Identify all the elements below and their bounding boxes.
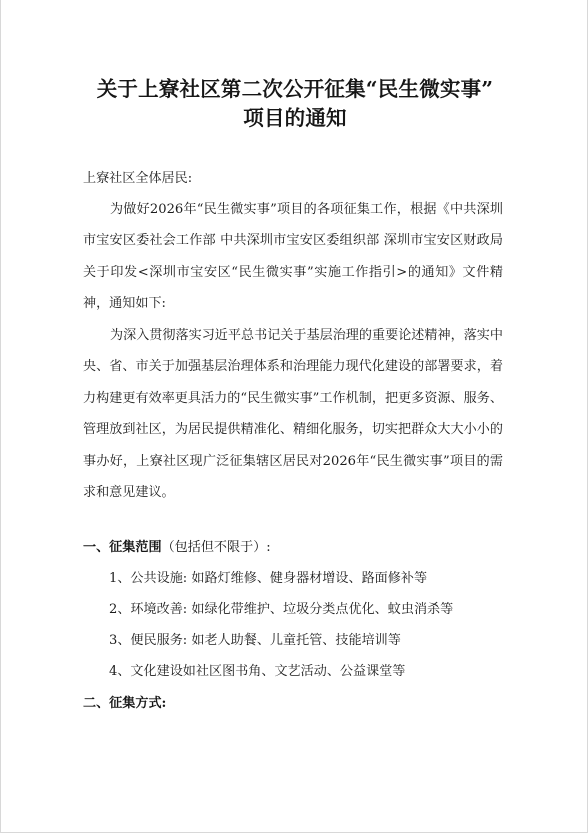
list-item: 1、公共设施: 如路灯维修、健身器材增设、路面修补等 xyxy=(109,571,428,586)
body-paragraph-2: 为深入贯彻落实习近平总书记关于基层治理的重要论述精神，落实中央、省、市关于加强基层治理体系和治理能力现代化建设的部署要求，着力构建更有效率更具活力的“民生微实事”工作机制，把更多资源、服务、管理放到社区，为居民提供精准化、精细化服务，切实把群众大大小小的事办好，上寮社区现广泛征集辖区居民对2026年“民生微实事”项目的需求和意见建议。 xyxy=(83,328,503,501)
section-2-heading: 二、征集方式: xyxy=(83,696,167,711)
document-title-line-2: 项目的通知 xyxy=(243,106,347,130)
section-1-heading xyxy=(83,536,271,555)
section-1-heading-text: 一、征集范围 xyxy=(83,540,162,555)
body-paragraph-1: 为做好2026年“民生微实事”项目的各项征集工作，根据《中共深圳市宝安区委社会工作部 中共深圳市宝安区委组织部 深圳市宝安区财政局关于印发<深圳市宝安区“民生微实事”实施工作指引>的通知》文件精神，通知如下: xyxy=(83,202,503,312)
salutation: 上寮社区全体居民: xyxy=(83,171,193,186)
document-title-line-1: 关于上寮社区第二次公开征集“民生微实事” xyxy=(96,77,494,101)
list-item: 3、便民服务: 如老人助餐、儿童托管、技能培训等 xyxy=(109,633,401,648)
list-item: 2、环境改善: 如绿化带维护、垃圾分类点优化、蚊虫消杀等 xyxy=(109,602,454,617)
section-1-heading-note: （包括但不限于）: xyxy=(161,540,271,555)
list-item: 4、文化建设如社区图书角、文艺活动、公益课堂等 xyxy=(109,664,406,679)
